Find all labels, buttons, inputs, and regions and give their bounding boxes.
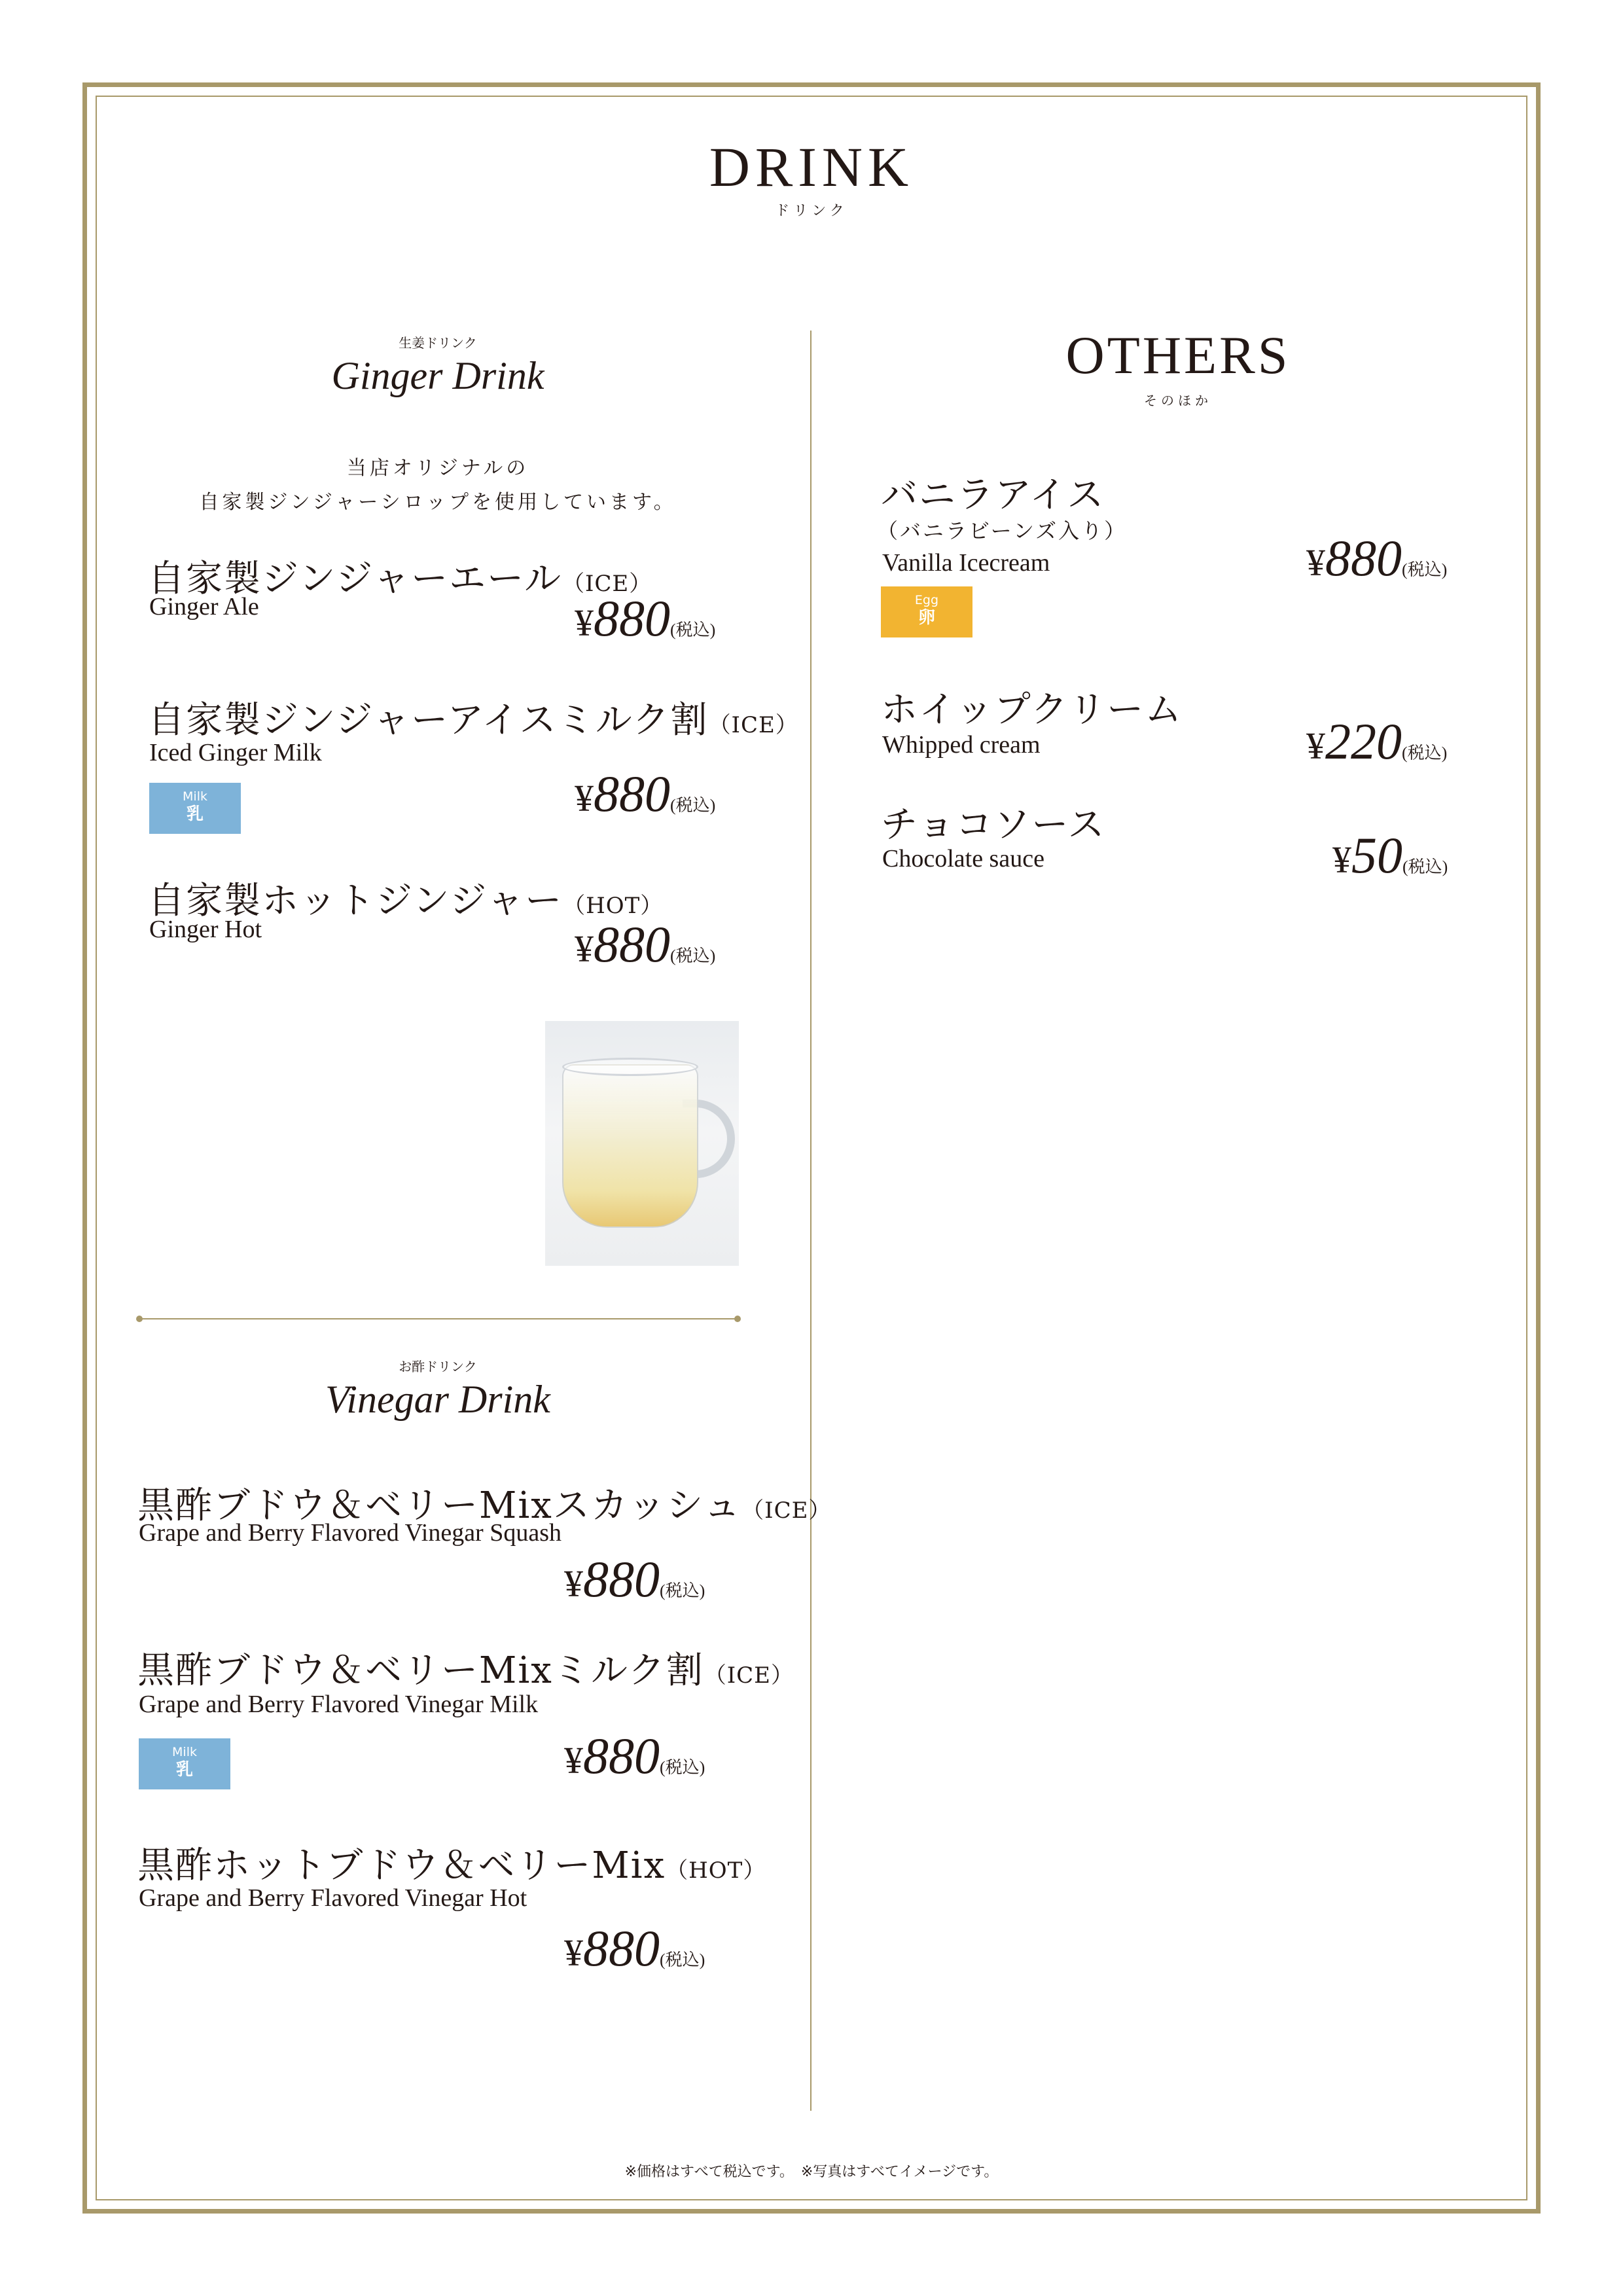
cup-body (562, 1064, 698, 1228)
menu-item-note: （バニラビーンズ入り） (877, 518, 1128, 543)
menu-item-price: ¥880(税込) (575, 765, 716, 822)
menu-item-price: ¥880(税込) (575, 590, 716, 647)
menu-item-price: ¥880(税込) (575, 916, 716, 973)
ginger-intro (139, 452, 737, 520)
divider-dot-left (136, 1316, 143, 1322)
menu-item-name-en: Chocolate sauce (882, 845, 1044, 872)
menu-item-name-en: Grape and Berry Flavored Vinegar Squash (139, 1519, 562, 1547)
vinegar-section-label-jp: お酢ドリンク (399, 1359, 477, 1374)
menu-item-name-jp: バニラアイス (881, 474, 1105, 516)
menu-item-name-jp: 自家製ジンジャーエール（ICE） (148, 558, 652, 600)
ginger-intro-line1: 当店オリジナルの (346, 457, 529, 480)
ginger-section-label-jp: 生姜ドリンク (399, 335, 477, 351)
menu-item-price: ¥880(税込) (564, 1551, 705, 1607)
others-section-label-jp: そのほか (1144, 393, 1212, 408)
menu-item-price: ¥880(税込) (564, 1920, 705, 1977)
page-subtitle: ドリンク (775, 203, 848, 219)
menu-item-name-en: Iced Ginger Milk (149, 739, 322, 766)
menu-item-name-jp: 黒酢ホットブドウ＆ベリーMix（HOT） (137, 1844, 766, 1887)
menu-item-price: ¥880(税込) (1306, 529, 1448, 586)
cup-rim (562, 1058, 698, 1076)
column-divider (810, 331, 812, 2111)
vinegar-section-title: Vinegar Drink (325, 1378, 550, 1421)
menu-item-name-jp: 黒酢ブドウ＆ベリーMixスカッシュ（ICE） (137, 1484, 832, 1527)
menu-item-name-jp: 黒酢ブドウ＆ベリーMixミルク割（ICE） (137, 1649, 794, 1692)
page-title: DRINK (709, 135, 914, 198)
menu-item-price: ¥50(税込) (1332, 827, 1448, 884)
menu-item-name-en: Ginger Ale (149, 593, 259, 620)
menu-item-name-jp: チョコソース (881, 804, 1106, 846)
ginger-drink-photo (545, 1021, 739, 1266)
milk-allergen-badge: Milk 乳 (139, 1738, 230, 1789)
ginger-section-title: Ginger Drink (331, 354, 544, 397)
section-divider (139, 1318, 737, 1319)
menu-item-price: ¥880(税込) (564, 1727, 705, 1784)
ginger-intro-line2: 自家製ジンジャーシロップを使用しています。 (199, 491, 677, 514)
divider-dot-right (734, 1316, 741, 1322)
menu-item-name-en: Ginger Hot (149, 916, 262, 943)
footer-note: ※価格はすべて税込です。 ※写真はすべてイメージです。 (624, 2164, 999, 2180)
menu-item-name-en: Vanilla Icecream (882, 549, 1050, 577)
egg-allergen-badge: Egg 卵 (881, 586, 972, 637)
menu-item-price: ¥220(税込) (1306, 713, 1448, 770)
menu-item-name-en: Grape and Berry Flavored Vinegar Hot (139, 1884, 527, 1912)
menu-item-name-jp: 自家製ホットジンジャー（HOT） (148, 880, 664, 922)
others-section-title: OTHERS (1065, 325, 1291, 385)
menu-item-name-en: Grape and Berry Flavored Vinegar Milk (139, 1691, 539, 1718)
menu-item-name-en: Whipped cream (882, 731, 1041, 759)
menu-item-name-jp: 自家製ジンジャーアイスミルク割（ICE） (148, 699, 798, 742)
milk-allergen-badge: Milk 乳 (149, 783, 241, 834)
menu-item-name-jp: ホイップクリーム (881, 689, 1183, 731)
